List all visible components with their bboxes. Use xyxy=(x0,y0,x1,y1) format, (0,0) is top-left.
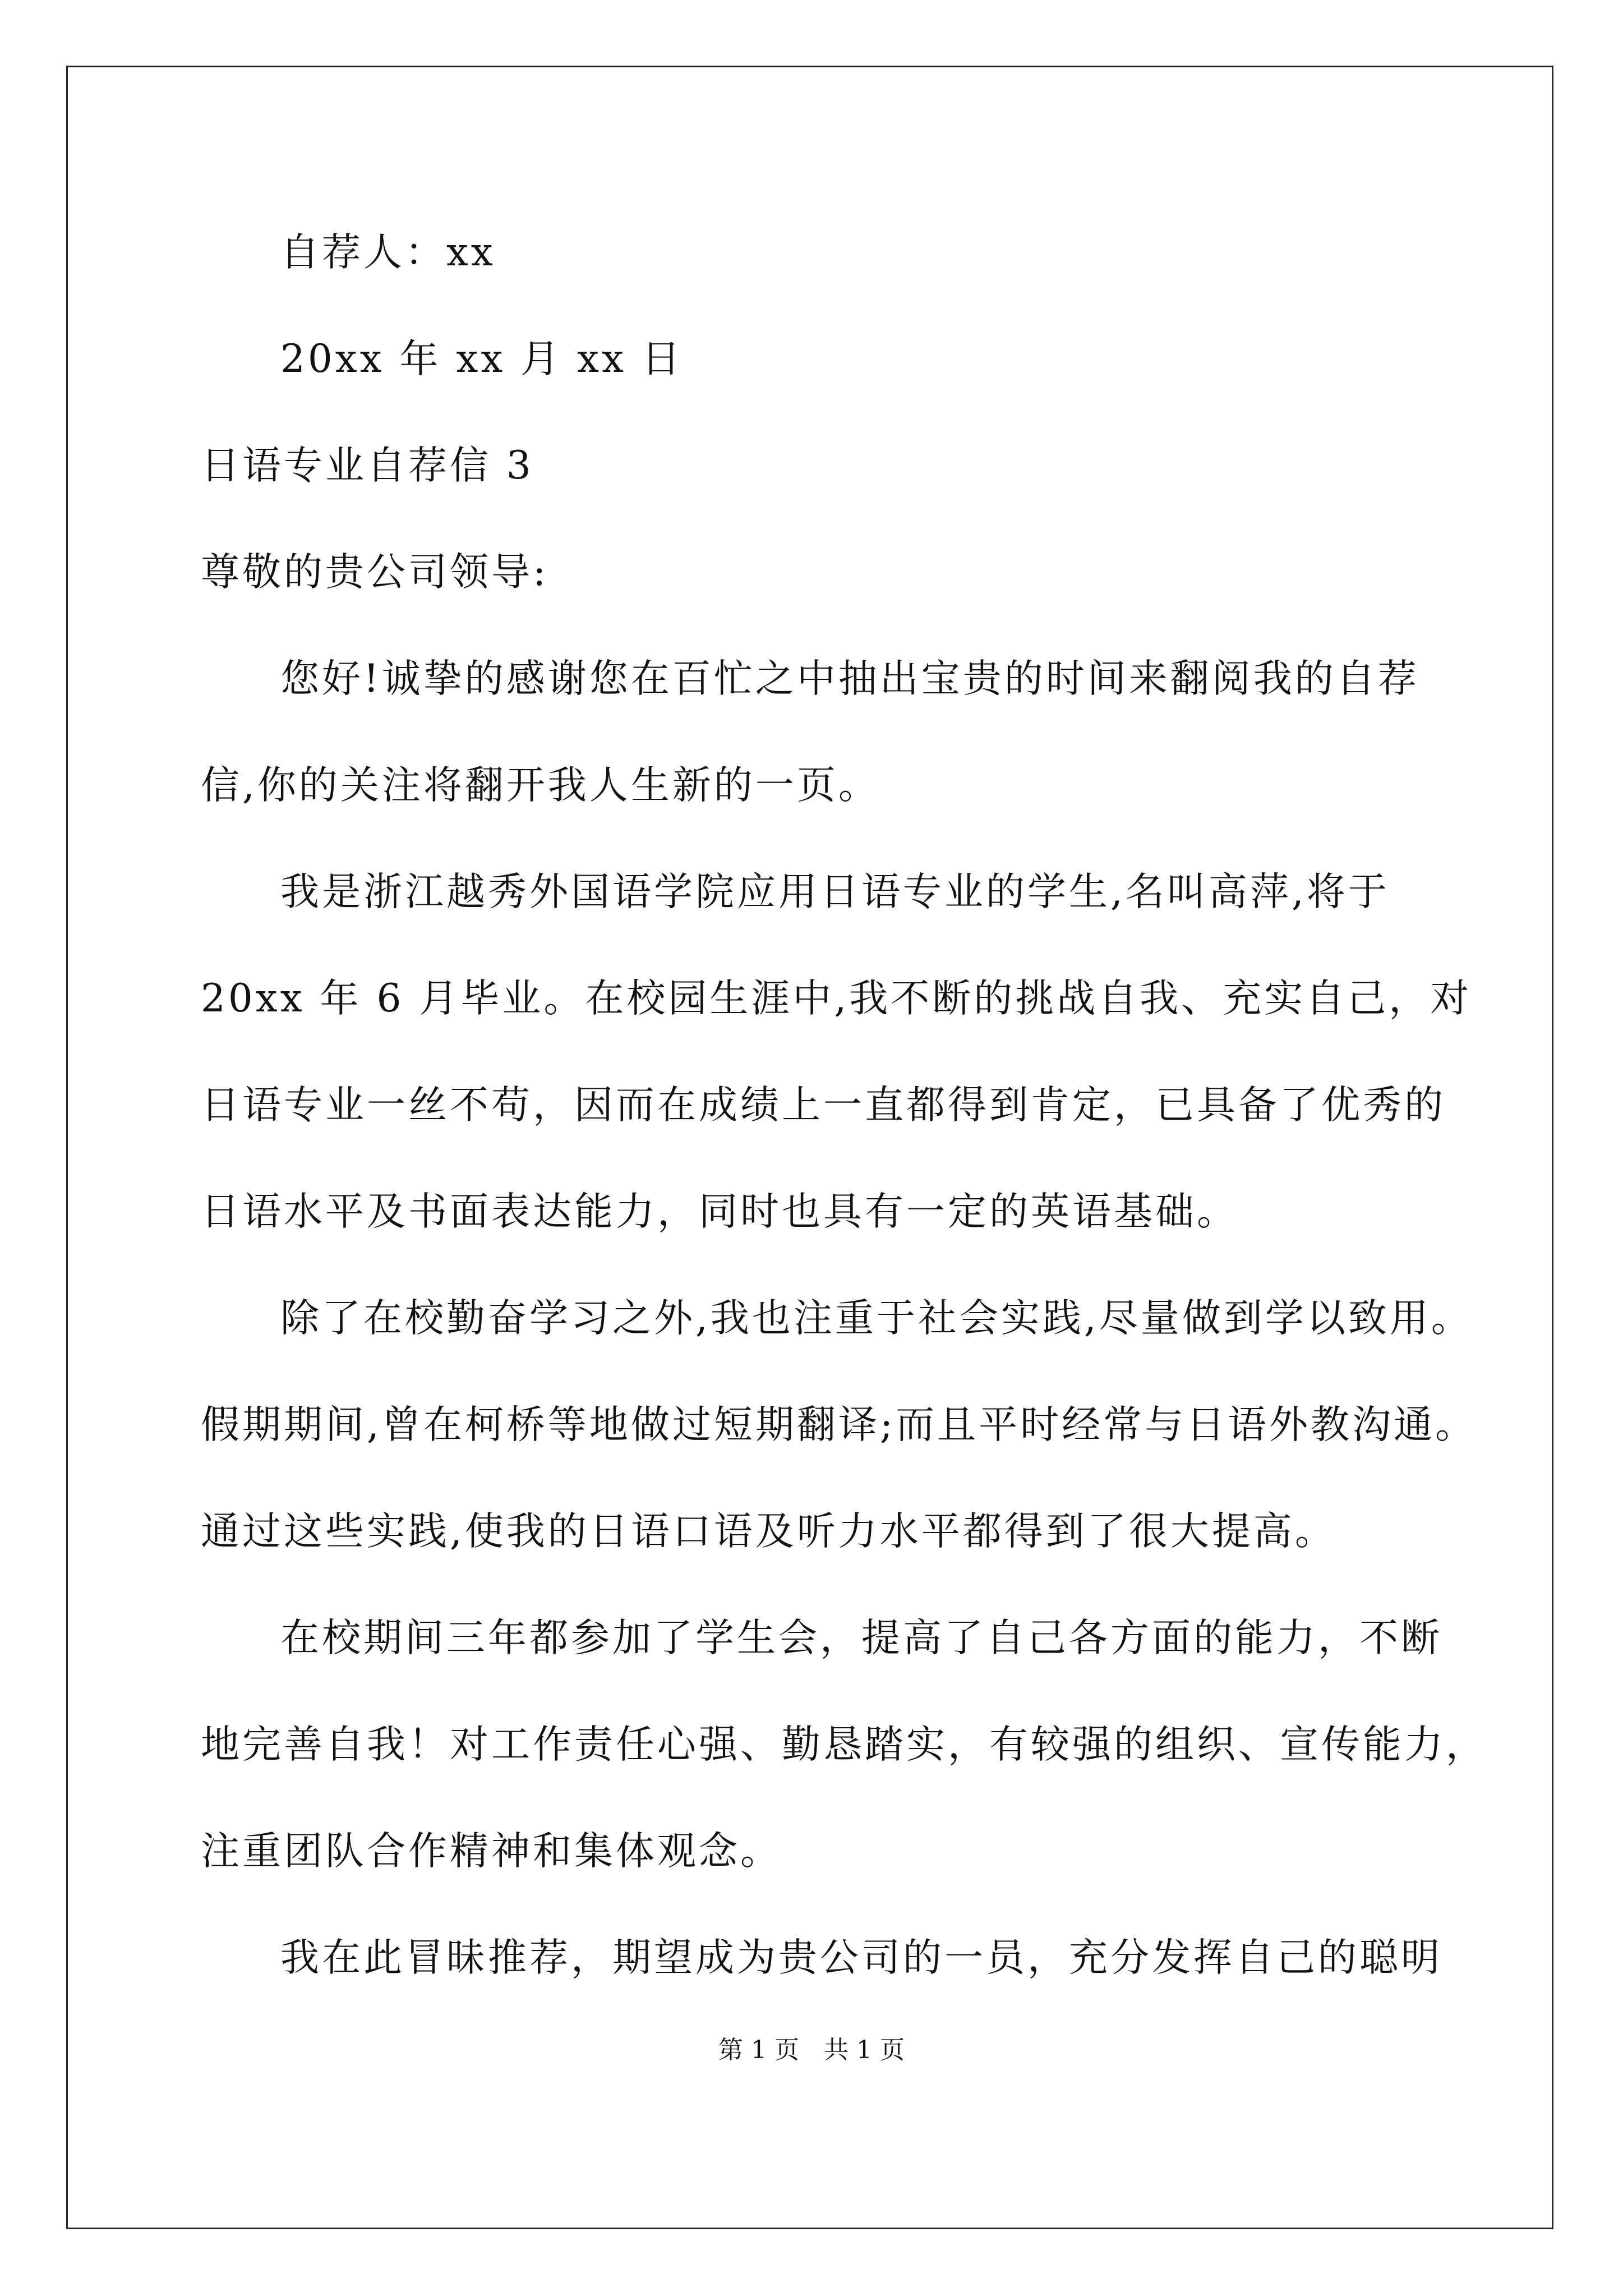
page-total: 共 1 页 xyxy=(824,2036,905,2064)
paragraph-line: 通过这些实践,使我的日语口语及听力水平都得到了很大提高。 xyxy=(201,1509,1336,1554)
paragraph-line: 我在此冒昧推荐，期望成为贵公司的一员，充分发挥自己的聪明 xyxy=(280,1935,1442,1980)
page-number: 第 1 页 xyxy=(718,2036,799,2064)
paragraph-line: 除了在校勤奋学习之外,我也注重于社会实践,尽量做到学以致用。 xyxy=(280,1296,1473,1341)
paragraph-line: 20xx 年 6 月毕业。在校园生涯中,我不断的挑战自我、充实自己，对 xyxy=(201,976,1472,1021)
letter-title: 日语专业自荐信 3 xyxy=(201,443,534,488)
date-line: 20xx 年 xx 月 xx 日 xyxy=(280,337,683,381)
paragraph-line: 日语专业一丝不苟，因而在成绩上一直都得到肯定，已具备了优秀的 xyxy=(201,1083,1446,1128)
paragraph-line: 假期期间,曾在柯桥等地做过短期翻译;而且平时经常与日语外教沟通。 xyxy=(201,1402,1477,1447)
paragraph-line: 您好!诚挚的感谢您在百忙之中抽出宝贵的时间来翻阅我的自荐 xyxy=(280,656,1419,701)
paragraph-line: 日语水平及书面表达能力，同时也具有一定的英语基础。 xyxy=(201,1189,1238,1234)
signature-line: 自荐人：xx xyxy=(280,230,496,275)
page-footer xyxy=(0,2033,1623,2067)
paragraph-line: 地完善自我！对工作责任心强、勤恳踏实，有较强的组织、宣传能力， xyxy=(201,1722,1487,1767)
paragraph-line: 在校期间三年都参加了学生会，提高了自己各方面的能力，不断 xyxy=(280,1616,1442,1660)
paragraph-line: 我是浙江越秀外国语学院应用日语专业的学生,名叫高萍,将于 xyxy=(280,869,1390,914)
page-border xyxy=(66,66,1553,2229)
salutation: 尊敬的贵公司领导: xyxy=(201,550,549,595)
paragraph-line: 信,你的关注将翻开我人生新的一页。 xyxy=(201,763,880,808)
paragraph-line: 注重团队合作精神和集体观念。 xyxy=(201,1829,782,1874)
